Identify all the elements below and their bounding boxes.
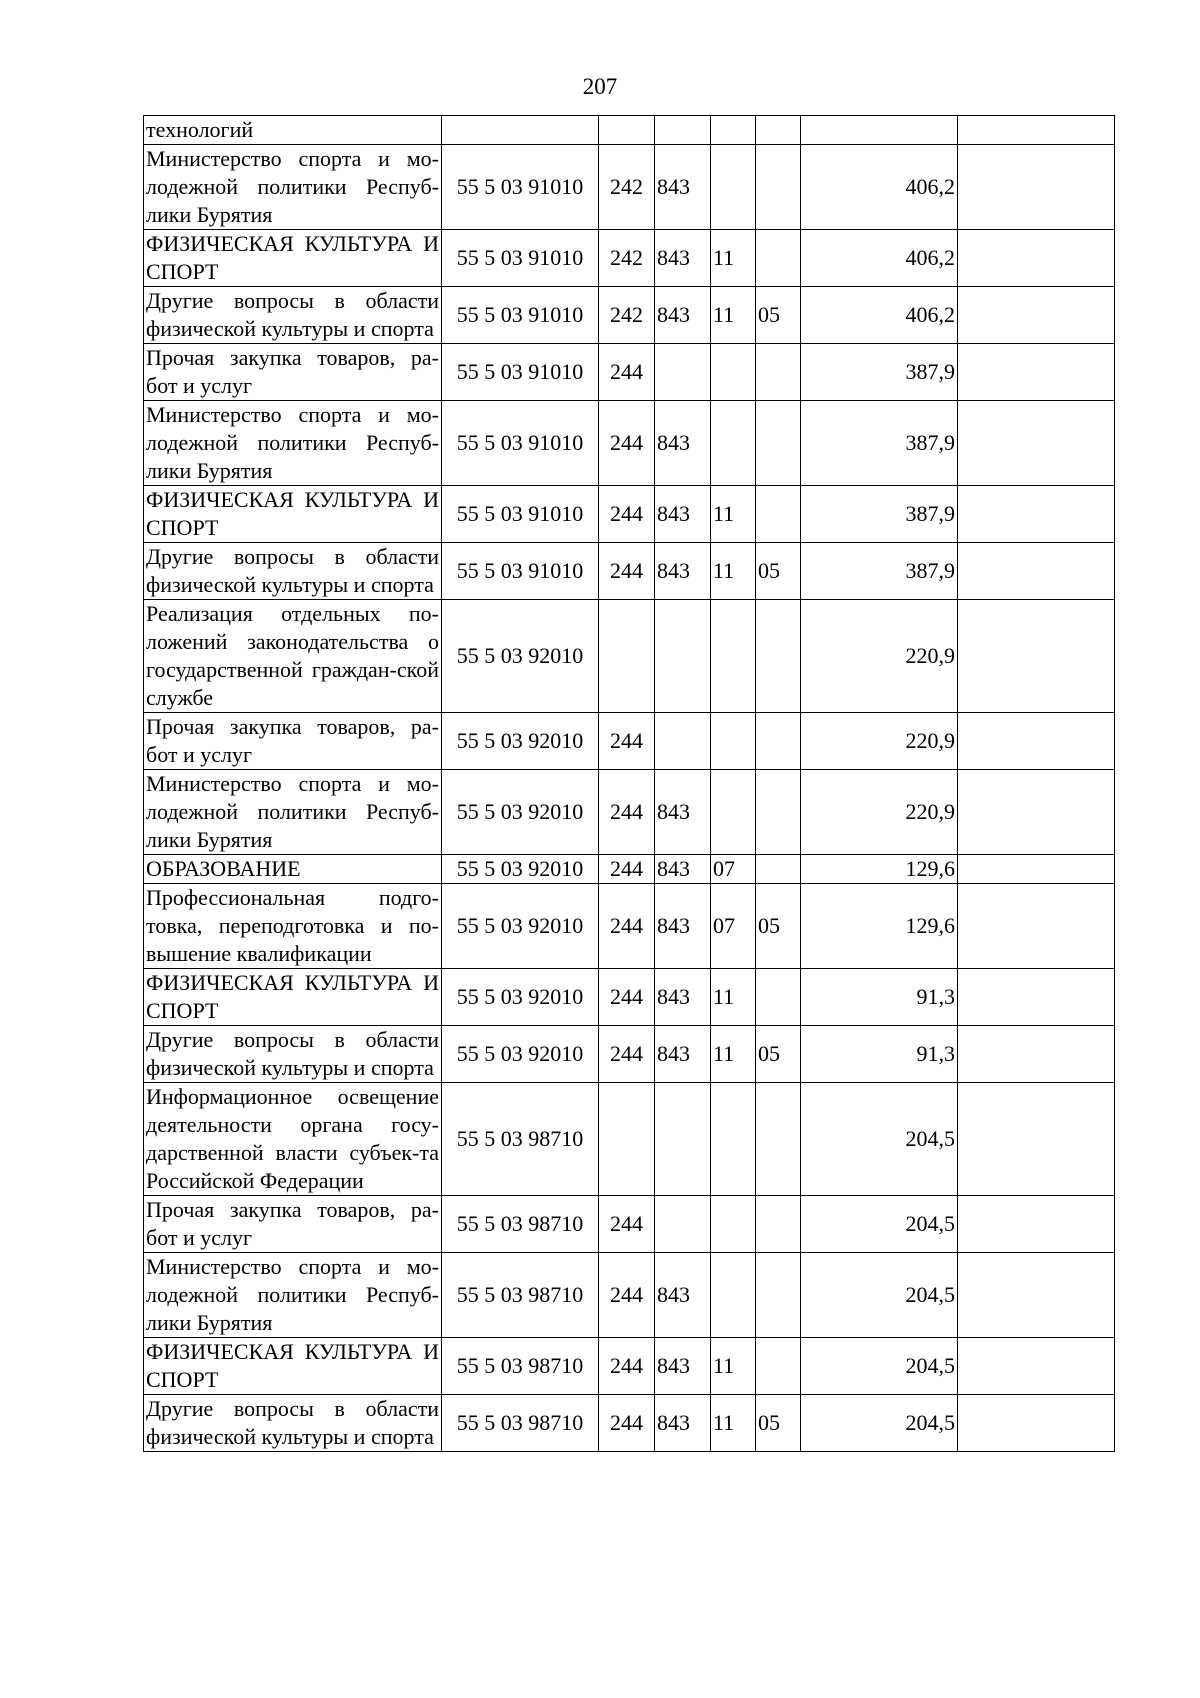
- extra-cell: [958, 1026, 1115, 1083]
- target-article-cell: 55 5 03 98710: [442, 1083, 599, 1196]
- amount-cell: 387,9: [801, 344, 958, 401]
- row-name-cell: Министерство спорта и мо-лодежной политики Респуб-лики Бурятия: [144, 401, 442, 486]
- table-row: [144, 600, 1115, 713]
- target-article-cell: 55 5 03 92010: [442, 600, 599, 713]
- extra-cell: [958, 1196, 1115, 1253]
- section-cell: 11: [711, 1338, 756, 1395]
- expense-type-cell: [599, 1083, 655, 1196]
- ministry-code-cell: 843: [655, 770, 711, 855]
- section-cell: [711, 1253, 756, 1338]
- table-row: [144, 543, 1115, 600]
- amount-cell: 406,2: [801, 145, 958, 230]
- table-row: [144, 1083, 1115, 1196]
- row-name-cell: ОБРАЗОВАНИЕ: [144, 855, 442, 884]
- ministry-code-cell: [655, 116, 711, 145]
- subsection-cell: [756, 230, 801, 287]
- amount-cell: 91,3: [801, 969, 958, 1026]
- table-row: [144, 1338, 1115, 1395]
- expense-type-cell: 242: [599, 230, 655, 287]
- amount-cell: 220,9: [801, 770, 958, 855]
- ministry-code-cell: 843: [655, 1026, 711, 1083]
- target-article-cell: 55 5 03 92010: [442, 855, 599, 884]
- amount-cell: 406,2: [801, 287, 958, 344]
- amount-cell: 204,5: [801, 1196, 958, 1253]
- section-cell: 07: [711, 884, 756, 969]
- subsection-cell: [756, 713, 801, 770]
- extra-cell: [958, 1395, 1115, 1452]
- ministry-code-cell: 843: [655, 855, 711, 884]
- extra-cell: [958, 1083, 1115, 1196]
- section-cell: [711, 770, 756, 855]
- amount-cell: 387,9: [801, 401, 958, 486]
- extra-cell: [958, 969, 1115, 1026]
- section-cell: [711, 401, 756, 486]
- subsection-cell: [756, 116, 801, 145]
- extra-cell: [958, 145, 1115, 230]
- expense-type-cell: 244: [599, 1196, 655, 1253]
- row-name-cell: ФИЗИЧЕСКАЯ КУЛЬТУРА И СПОРТ: [144, 969, 442, 1026]
- row-name-cell: Министерство спорта и мо-лодежной политики Респуб-лики Бурятия: [144, 145, 442, 230]
- subsection-cell: [756, 486, 801, 543]
- subsection-cell: [756, 969, 801, 1026]
- table-row: [144, 969, 1115, 1026]
- extra-cell: [958, 230, 1115, 287]
- expense-type-cell: 244: [599, 1026, 655, 1083]
- target-article-cell: 55 5 03 92010: [442, 884, 599, 969]
- amount-cell: [801, 116, 958, 145]
- extra-cell: [958, 543, 1115, 600]
- ministry-code-cell: 843: [655, 1395, 711, 1452]
- ministry-code-cell: [655, 1083, 711, 1196]
- extra-cell: [958, 855, 1115, 884]
- row-name-cell: Другие вопросы в области физической культуры и спорта: [144, 1395, 442, 1452]
- table-row: [144, 855, 1115, 884]
- target-article-cell: 55 5 03 98710: [442, 1338, 599, 1395]
- amount-cell: 387,9: [801, 543, 958, 600]
- section-cell: 07: [711, 855, 756, 884]
- subsection-cell: [756, 401, 801, 486]
- amount-cell: 387,9: [801, 486, 958, 543]
- amount-cell: 204,5: [801, 1395, 958, 1452]
- table-row: [144, 230, 1115, 287]
- section-cell: [711, 1083, 756, 1196]
- budget-table: [143, 115, 1115, 1452]
- expense-type-cell: 244: [599, 344, 655, 401]
- subsection-cell: 05: [756, 1395, 801, 1452]
- section-cell: [711, 713, 756, 770]
- target-article-cell: 55 5 03 98710: [442, 1253, 599, 1338]
- ministry-code-cell: 843: [655, 145, 711, 230]
- expense-type-cell: 244: [599, 1253, 655, 1338]
- ministry-code-cell: 843: [655, 543, 711, 600]
- row-name-cell: ФИЗИЧЕСКАЯ КУЛЬТУРА И СПОРТ: [144, 486, 442, 543]
- section-cell: [711, 145, 756, 230]
- expense-type-cell: 244: [599, 1395, 655, 1452]
- ministry-code-cell: 843: [655, 884, 711, 969]
- target-article-cell: 55 5 03 91010: [442, 486, 599, 543]
- target-article-cell: 55 5 03 91010: [442, 344, 599, 401]
- expense-type-cell: 242: [599, 287, 655, 344]
- amount-cell: 204,5: [801, 1253, 958, 1338]
- row-name-cell: Другие вопросы в области физической культуры и спорта: [144, 1026, 442, 1083]
- row-name-cell: Реализация отдельных по-ложений законодательства о государственной граждан-ской службе: [144, 600, 442, 713]
- amount-cell: 204,5: [801, 1338, 958, 1395]
- subsection-cell: 05: [756, 543, 801, 600]
- table-row: [144, 287, 1115, 344]
- subsection-cell: [756, 855, 801, 884]
- row-name-cell: Прочая закупка товаров, ра-бот и услуг: [144, 1196, 442, 1253]
- ministry-code-cell: [655, 1196, 711, 1253]
- expense-type-cell: 244: [599, 855, 655, 884]
- expense-type-cell: 244: [599, 713, 655, 770]
- extra-cell: [958, 713, 1115, 770]
- subsection-cell: [756, 1196, 801, 1253]
- subsection-cell: [756, 145, 801, 230]
- table-row: [144, 1026, 1115, 1083]
- expense-type-cell: 244: [599, 969, 655, 1026]
- extra-cell: [958, 600, 1115, 713]
- row-name-cell: Прочая закупка товаров, ра-бот и услуг: [144, 344, 442, 401]
- target-article-cell: 55 5 03 98710: [442, 1395, 599, 1452]
- section-cell: 11: [711, 287, 756, 344]
- table-row: [144, 401, 1115, 486]
- extra-cell: [958, 287, 1115, 344]
- amount-cell: 220,9: [801, 600, 958, 713]
- row-name-cell: технологий: [144, 116, 442, 145]
- subsection-cell: 05: [756, 287, 801, 344]
- section-cell: 11: [711, 543, 756, 600]
- subsection-cell: [756, 1338, 801, 1395]
- extra-cell: [958, 116, 1115, 145]
- target-article-cell: 55 5 03 91010: [442, 230, 599, 287]
- row-name-cell: ФИЗИЧЕСКАЯ КУЛЬТУРА И СПОРТ: [144, 1338, 442, 1395]
- table-row: [144, 713, 1115, 770]
- row-name-cell: Министерство спорта и мо-лодежной политики Респуб-лики Бурятия: [144, 770, 442, 855]
- row-name-cell: Другие вопросы в области физической культуры и спорта: [144, 287, 442, 344]
- ministry-code-cell: 843: [655, 1253, 711, 1338]
- target-article-cell: 55 5 03 91010: [442, 401, 599, 486]
- amount-cell: 406,2: [801, 230, 958, 287]
- ministry-code-cell: 843: [655, 287, 711, 344]
- extra-cell: [958, 1253, 1115, 1338]
- extra-cell: [958, 770, 1115, 855]
- table-row: [144, 1196, 1115, 1253]
- expense-type-cell: [599, 600, 655, 713]
- section-cell: [711, 600, 756, 713]
- subsection-cell: 05: [756, 1026, 801, 1083]
- amount-cell: 91,3: [801, 1026, 958, 1083]
- amount-cell: 129,6: [801, 855, 958, 884]
- target-article-cell: [442, 116, 599, 145]
- amount-cell: 204,5: [801, 1083, 958, 1196]
- section-cell: 11: [711, 1026, 756, 1083]
- expense-type-cell: 244: [599, 1338, 655, 1395]
- expense-type-cell: 244: [599, 543, 655, 600]
- ministry-code-cell: 843: [655, 230, 711, 287]
- target-article-cell: 55 5 03 98710: [442, 1196, 599, 1253]
- table-row: [144, 145, 1115, 230]
- table-row: [144, 116, 1115, 145]
- target-article-cell: 55 5 03 91010: [442, 145, 599, 230]
- section-cell: 11: [711, 969, 756, 1026]
- expense-type-cell: [599, 116, 655, 145]
- extra-cell: [958, 344, 1115, 401]
- section-cell: 11: [711, 1395, 756, 1452]
- target-article-cell: 55 5 03 92010: [442, 1026, 599, 1083]
- expense-type-cell: 244: [599, 884, 655, 969]
- extra-cell: [958, 884, 1115, 969]
- section-cell: 11: [711, 230, 756, 287]
- target-article-cell: 55 5 03 91010: [442, 543, 599, 600]
- target-article-cell: 55 5 03 92010: [442, 770, 599, 855]
- subsection-cell: [756, 344, 801, 401]
- target-article-cell: 55 5 03 91010: [442, 287, 599, 344]
- ministry-code-cell: 843: [655, 1338, 711, 1395]
- extra-cell: [958, 1338, 1115, 1395]
- amount-cell: 220,9: [801, 713, 958, 770]
- section-cell: 11: [711, 486, 756, 543]
- subsection-cell: 05: [756, 884, 801, 969]
- target-article-cell: 55 5 03 92010: [442, 713, 599, 770]
- extra-cell: [958, 486, 1115, 543]
- subsection-cell: [756, 1083, 801, 1196]
- subsection-cell: [756, 770, 801, 855]
- table-row: [144, 1253, 1115, 1338]
- row-name-cell: Другие вопросы в области физической культуры и спорта: [144, 543, 442, 600]
- ministry-code-cell: [655, 600, 711, 713]
- section-cell: [711, 1196, 756, 1253]
- ministry-code-cell: [655, 713, 711, 770]
- expense-type-cell: 244: [599, 401, 655, 486]
- table-row: [144, 1395, 1115, 1452]
- table-row: [144, 486, 1115, 543]
- table-row: [144, 344, 1115, 401]
- ministry-code-cell: [655, 344, 711, 401]
- page-number: 207: [582, 74, 618, 99]
- ministry-code-cell: 843: [655, 401, 711, 486]
- ministry-code-cell: 843: [655, 969, 711, 1026]
- extra-cell: [958, 401, 1115, 486]
- ministry-code-cell: 843: [655, 486, 711, 543]
- section-cell: [711, 344, 756, 401]
- row-name-cell: Информационное освещение деятельности органа госу-дарственной власти субъек-та Российской Федерации: [144, 1083, 442, 1196]
- table-row: [144, 884, 1115, 969]
- expense-type-cell: 242: [599, 145, 655, 230]
- amount-cell: 129,6: [801, 884, 958, 969]
- row-name-cell: ФИЗИЧЕСКАЯ КУЛЬТУРА И СПОРТ: [144, 230, 442, 287]
- expense-type-cell: 244: [599, 770, 655, 855]
- subsection-cell: [756, 1253, 801, 1338]
- row-name-cell: Профессиональная подго-товка, переподготовка и по-вышение квалификации: [144, 884, 442, 969]
- expense-type-cell: 244: [599, 486, 655, 543]
- target-article-cell: 55 5 03 92010: [442, 969, 599, 1026]
- row-name-cell: Прочая закупка товаров, ра-бот и услуг: [144, 713, 442, 770]
- row-name-cell: Министерство спорта и мо-лодежной политики Респуб-лики Бурятия: [144, 1253, 442, 1338]
- table-row: [144, 770, 1115, 855]
- subsection-cell: [756, 600, 801, 713]
- section-cell: [711, 116, 756, 145]
